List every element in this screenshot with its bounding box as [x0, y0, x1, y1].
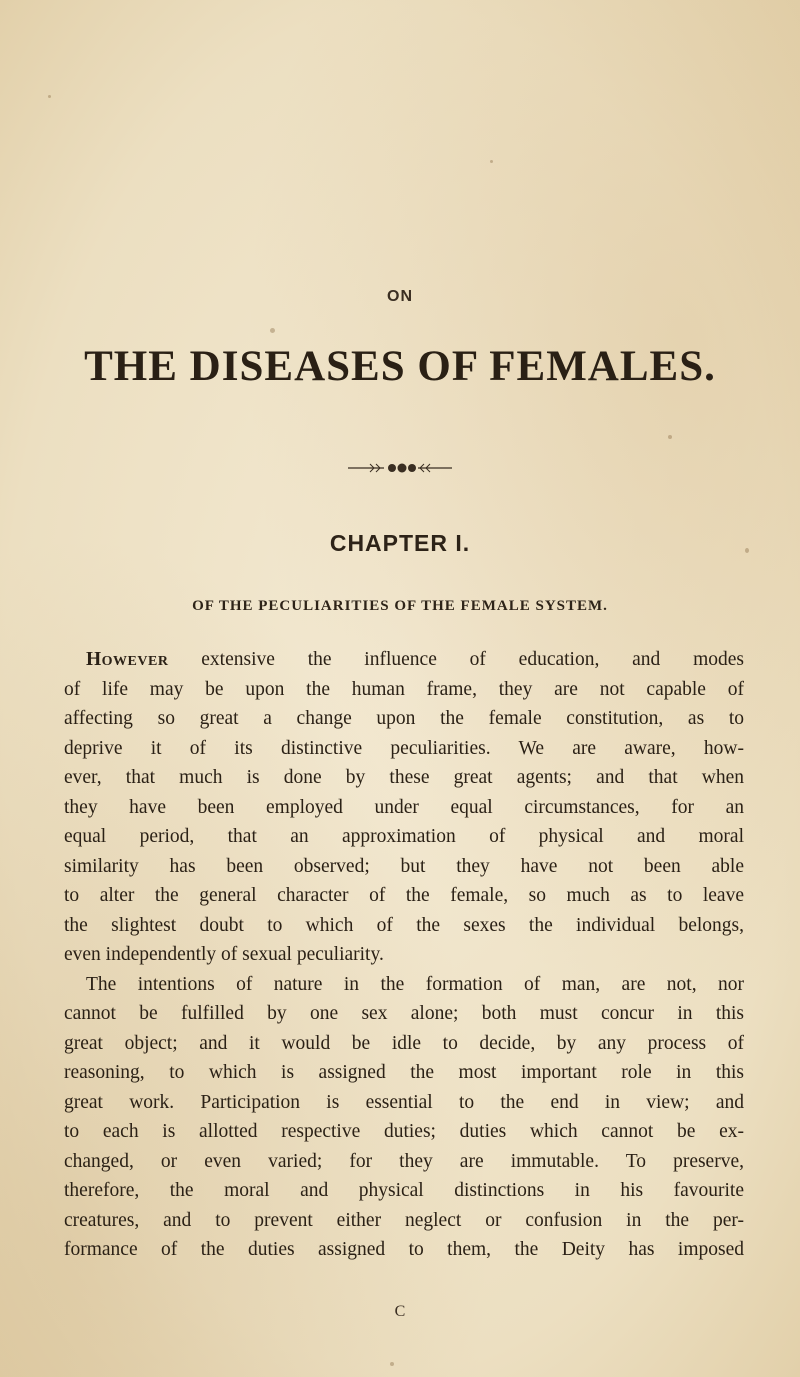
text-line: great object; and it would be idle to decide, by any process of: [64, 1032, 744, 1054]
text-line: changed, or even varied; for they are immutable. To preserve,: [64, 1150, 744, 1172]
title-prefix: ON: [387, 288, 413, 305]
page-title: THE DISEASES OF FEMALES.: [84, 343, 716, 390]
paper-speck: [668, 435, 672, 439]
text-line: The intentions of nature in the formation of man, are not, nor: [86, 973, 744, 995]
text-line: affecting so great a change upon the female constitution, as to: [64, 708, 744, 729]
text-line: even independently of sexual peculiarity.: [64, 944, 384, 965]
text-line: similarity has been observed; but they have not been able: [64, 855, 744, 877]
paper-speck: [390, 1362, 394, 1366]
signature-mark: C: [394, 1303, 406, 1320]
text-line: to alter the general character of the female, so much as to leave: [64, 885, 744, 906]
text-line: equal period, that an approximation of physical and moral: [64, 826, 744, 847]
paper-speck: [745, 548, 749, 553]
text-line: great work. Participation is essential to the end in view; and: [64, 1091, 744, 1113]
text-line: therefore, the moral and physical distinctions in his favourite: [64, 1180, 744, 1201]
decorative-rule-ornament-icon: [340, 460, 460, 476]
text-line: deprive it of its distinctive peculiarities. We are aware, how-: [64, 737, 744, 759]
text-line: ever, that much is done by these great agents; and that when: [64, 767, 744, 788]
text-line: cannot be fulfilled by one sex alone; both must concur in this: [64, 1003, 744, 1024]
text-line: to each is allotted respective duties; duties which cannot be ex-: [64, 1121, 744, 1142]
text-line: the slightest doubt to which of the sexes the individual belongs,: [64, 914, 744, 936]
body-text: [64, 645, 744, 1265]
text-line: However extensive the influence of education, and modes: [86, 649, 744, 670]
text-line: reasoning, to which is assigned the most important role in this: [64, 1062, 744, 1083]
text-line: creatures, and to prevent either neglect or confusion in the per-: [64, 1209, 744, 1231]
lead-word: However: [86, 649, 169, 670]
chapter-subtitle: OF THE PECULIARITIES OF THE FEMALE SYSTEM.: [192, 598, 608, 614]
chapter-heading: CHAPTER I.: [329, 530, 471, 556]
paper-speck: [490, 160, 493, 163]
paper-speck: [48, 95, 51, 98]
text-line: formance of the duties assigned to them, the Deity has imposed: [64, 1239, 744, 1260]
text-line: they have been employed under equal circumstances, for an: [64, 796, 744, 818]
paper-speck: [270, 328, 275, 333]
text-line: of life may be upon the human frame, they are not capable of: [64, 678, 744, 700]
